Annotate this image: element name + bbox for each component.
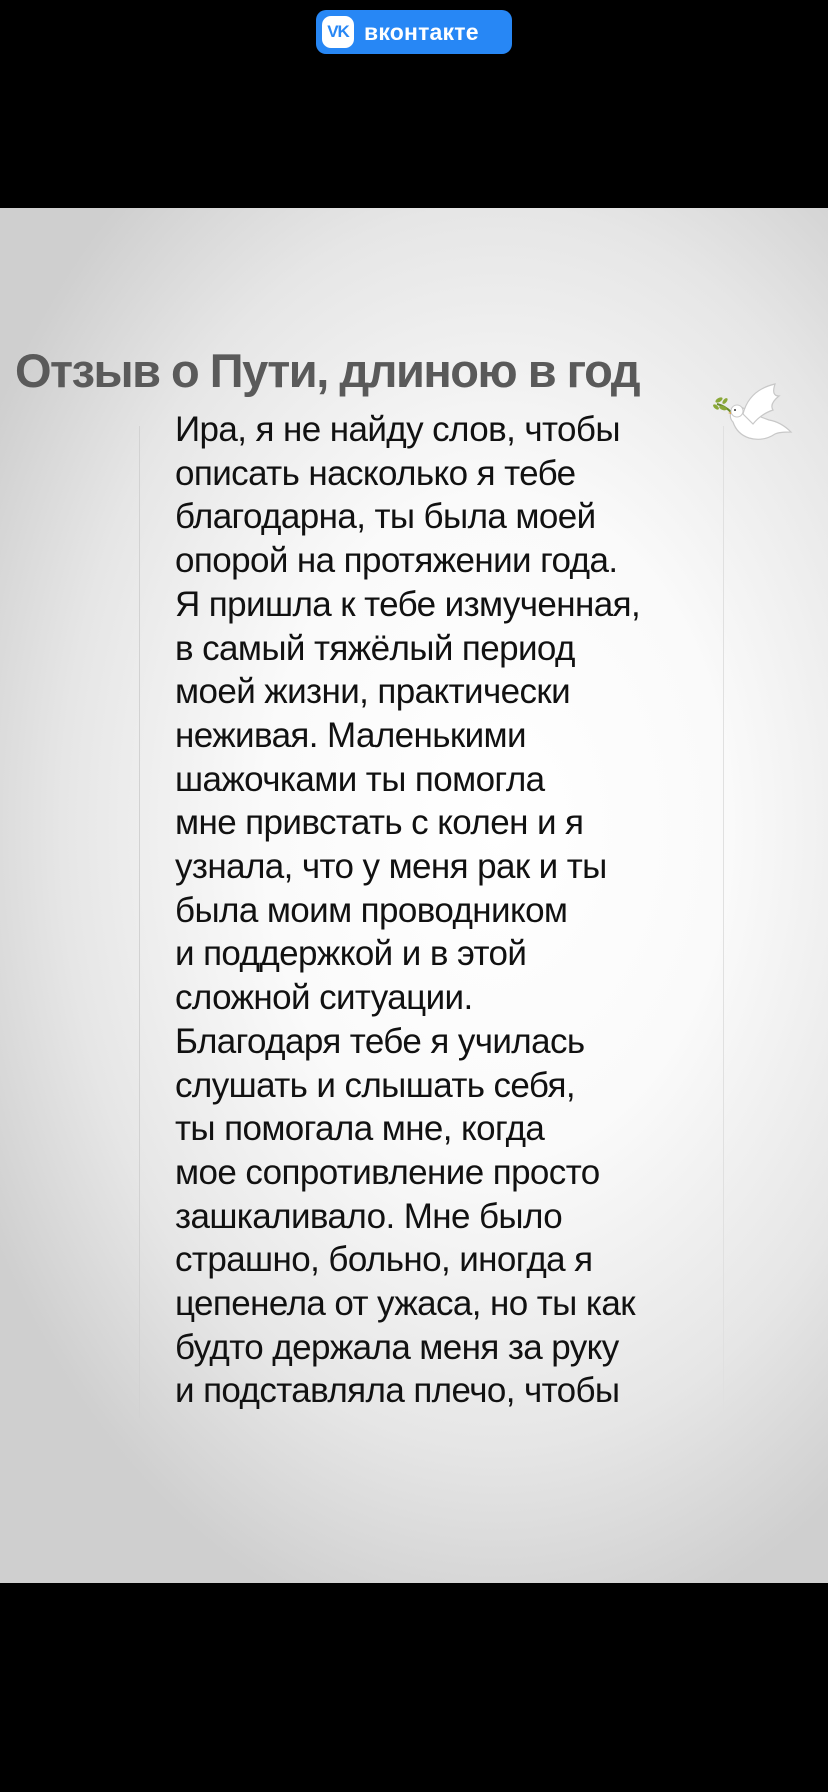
review-line: будто держала меня за руку bbox=[175, 1327, 619, 1367]
card-border-right bbox=[723, 426, 724, 1418]
review-line: ты помогала мне, когда bbox=[175, 1109, 545, 1149]
review-line: описать насколько я тебе bbox=[175, 453, 576, 493]
review-line: Я пришла к тебе измученная, bbox=[175, 584, 641, 624]
post-image[interactable] bbox=[0, 208, 828, 1583]
review-line: неживая. Маленькими bbox=[175, 715, 526, 755]
vk-badge[interactable] bbox=[316, 10, 512, 54]
dove-icon bbox=[713, 380, 795, 450]
review-line: шажочками ты помогла bbox=[175, 759, 545, 799]
review-line: в самый тяжёлый период bbox=[175, 628, 575, 668]
review-line: слушать и слышать себя, bbox=[175, 1065, 576, 1105]
review-line: цепенела от ужаса, но ты как bbox=[175, 1284, 635, 1324]
card-border-left bbox=[139, 426, 140, 1418]
review-line: опорой на протяжении года. bbox=[175, 541, 618, 581]
review-line: благодарна, ты была моей bbox=[175, 497, 596, 537]
review-line: моей жизни, практически bbox=[175, 672, 571, 712]
review-line: сложной ситуации. bbox=[175, 978, 473, 1018]
post-title: Отзыв о Пути, длиною в год bbox=[15, 344, 640, 397]
review-line: страшно, больно, иногда я bbox=[175, 1240, 593, 1280]
vk-logo-text: VK bbox=[327, 22, 349, 41]
review-line: Ира, я не найду слов, чтобы bbox=[175, 410, 620, 449]
review-line: узнала, что у меня рак и ты bbox=[175, 847, 607, 887]
review-line: и поддержкой и в этой bbox=[175, 934, 527, 974]
vk-badge-label: вконтакте bbox=[364, 18, 479, 45]
review-line: зашкаливало. Мне было bbox=[175, 1196, 563, 1236]
review-text bbox=[175, 408, 715, 1413]
review-line: мое сопротивление просто bbox=[175, 1152, 600, 1192]
review-line: Благодаря тебе я училась bbox=[175, 1021, 585, 1061]
review-line: была моим проводником bbox=[175, 890, 568, 930]
review-line: и подставляла плечо, чтобы bbox=[175, 1371, 620, 1411]
vk-logo-icon bbox=[322, 16, 354, 48]
review-line: мне привстать с колен и я bbox=[175, 803, 584, 843]
